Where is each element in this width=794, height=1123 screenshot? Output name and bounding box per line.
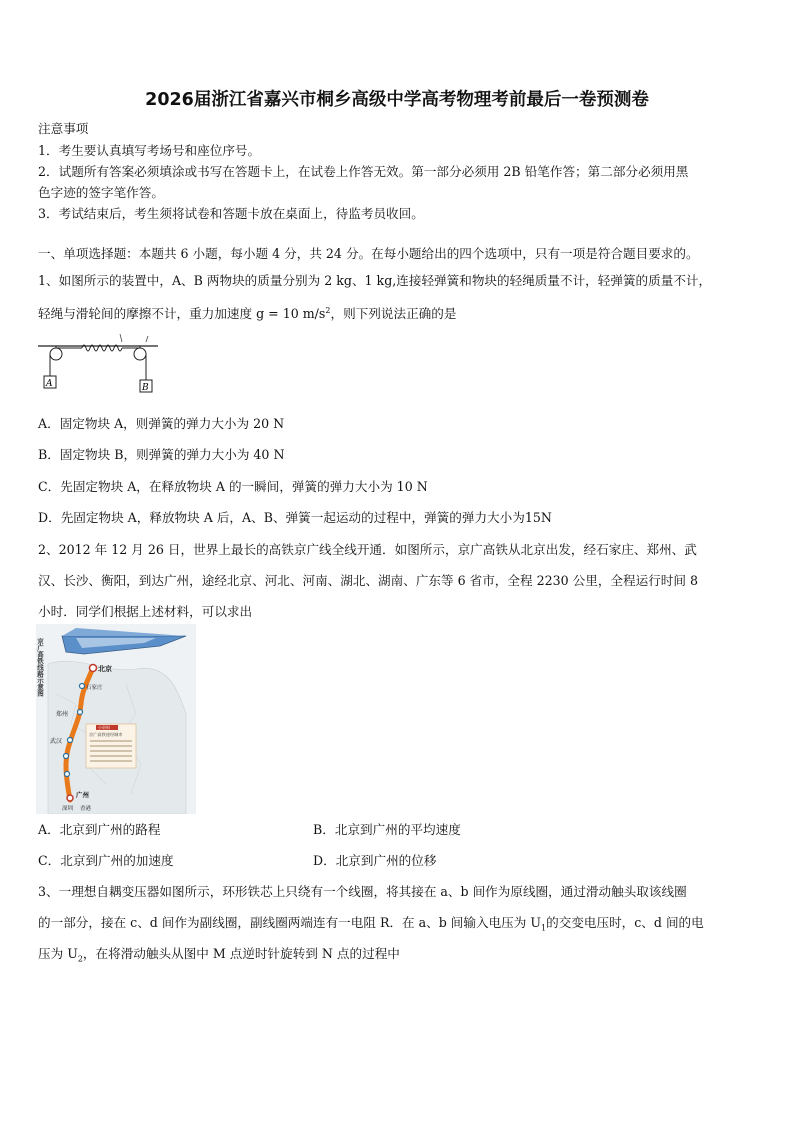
- q1-option-c: C．先固定物块 A，在释放物块 A 的一瞬间，弹簧的弹力大小为 10 N: [38, 479, 428, 494]
- q3-line-1: 3、一理想自耦变压器如图所示，环形铁芯上只绕有一个线圈，将其接在 a、b 间作为原线圈，通过滑动触头取该线圈: [38, 884, 687, 899]
- label-hongkong: 香港: [80, 806, 92, 812]
- q1-option-a: A．固定物块 A，则弹簧的弹力大小为 20 N: [38, 416, 285, 431]
- q3-line-2: [38, 915, 760, 937]
- q1-line-1: 1、如图所示的装置中，A、B 两物块的质量分别为 2 kg、1 kg,连接轻弹簧和物块的轻绳质量不计，轻弹簧的质量不计，: [38, 273, 712, 288]
- notice-item-1: 1．考生要认真填写考场号和座位序号。: [38, 143, 261, 158]
- label-shenzhen: 深圳: [62, 806, 74, 812]
- spring-pulley-figure: [36, 330, 160, 400]
- label-a: A: [46, 379, 53, 389]
- legend-title: 京广高铁途经城市: [89, 732, 123, 737]
- q2-option-d: D．北京到广州的位移: [313, 853, 437, 868]
- q2-line-3: 小时．同学们根据上述材料，可以求出: [38, 604, 253, 619]
- notice-item-2-cont: 色字迹的签字笔作答。: [38, 185, 164, 200]
- q2-line-2: 汉、长沙、衡阳，到达广州，途经北京、河北、河南、湖北、湖南、广东等 6 省市，全程 2230 公里，全程运行时间 8: [38, 573, 698, 588]
- label-zhengzhou: 郑州: [56, 711, 69, 718]
- q3-line-2-tail: 的交变电压时，c、d 间的电: [546, 915, 704, 930]
- legend-tag: 小资料: [98, 725, 110, 730]
- notice-item-3: 3．考试结束后，考生须将试卷和答题卡放在桌面上，待监考员收回。: [38, 206, 424, 221]
- label-b: B: [142, 383, 149, 393]
- notice-item-2: 2．试题所有答案必须填涂或书写在答题卡上，在试卷上作答无效。第一部分必须用 2B 铅笔作答；第二部分必须用黑: [38, 164, 689, 179]
- q2-option-a: A．北京到广州的路程: [38, 822, 161, 837]
- section-heading: 一、单项选择题：本题共 6 小题，每小题 4 分，共 24 分。在每小题给出的四个选项中，只有一项是符合题目要求的。: [38, 246, 699, 261]
- q1-line-2: [38, 303, 760, 322]
- label-guangzhou: 广州: [76, 791, 89, 799]
- page-title: 2026届浙江省嘉兴市桐乡高级中学高考物理考前最后一卷预测卷: [145, 90, 649, 110]
- beijing-marker: [90, 665, 97, 672]
- q2-option-b: B．北京到广州的平均速度: [313, 822, 461, 837]
- q1-line-2-tail: ，则下列说法正确的是: [330, 306, 457, 322]
- label-beijing: 北京: [98, 665, 112, 673]
- q1-option-b: B．固定物块 B，则弹簧的弹力大小为 40 N: [38, 447, 285, 462]
- label-wuhan: 武汉: [50, 738, 63, 745]
- label-shijiazhuang: 石家庄: [86, 685, 103, 691]
- q2-line-1: 2、2012 年 12 月 26 日，世界上最长的高铁京广线全线开通．如图所示，京广高铁从北京出发，经石家庄、郑州、武: [38, 542, 697, 557]
- q1-line-2-text: 轻绳与滑轮间的摩擦不计，重力加速度 g = 10 m/s: [38, 306, 326, 322]
- q3-line-3: [38, 946, 760, 968]
- q2-option-c: C．北京到广州的加速度: [38, 853, 174, 868]
- map-side-title: 京广高铁线路示意图: [36, 638, 44, 697]
- railway-map-figure: [36, 624, 196, 814]
- q1-option-d: D．先固定物块 A，释放物块 A 后，A、B、弹簧一起运动的过程中，弹簧的弹力大小为15N: [38, 510, 552, 525]
- q3-line-3-tail: ，在将滑动触头从图中 M 点逆时针旋转到 N 点的过程中: [82, 946, 400, 961]
- notice-heading: 注意事项: [38, 121, 89, 136]
- q3-line-3-text: 压为 U: [38, 946, 78, 961]
- q3-u1-subscript: 1: [541, 923, 547, 933]
- q3-u2-subscript: 2: [77, 954, 83, 964]
- q3-line-2-text: 的一部分，接在 c、d 间作为副线圈，副线圈两端连有一电阻 R．在 a、b 间输入电压为 U: [38, 915, 541, 930]
- q1-exponent: 2: [325, 306, 331, 315]
